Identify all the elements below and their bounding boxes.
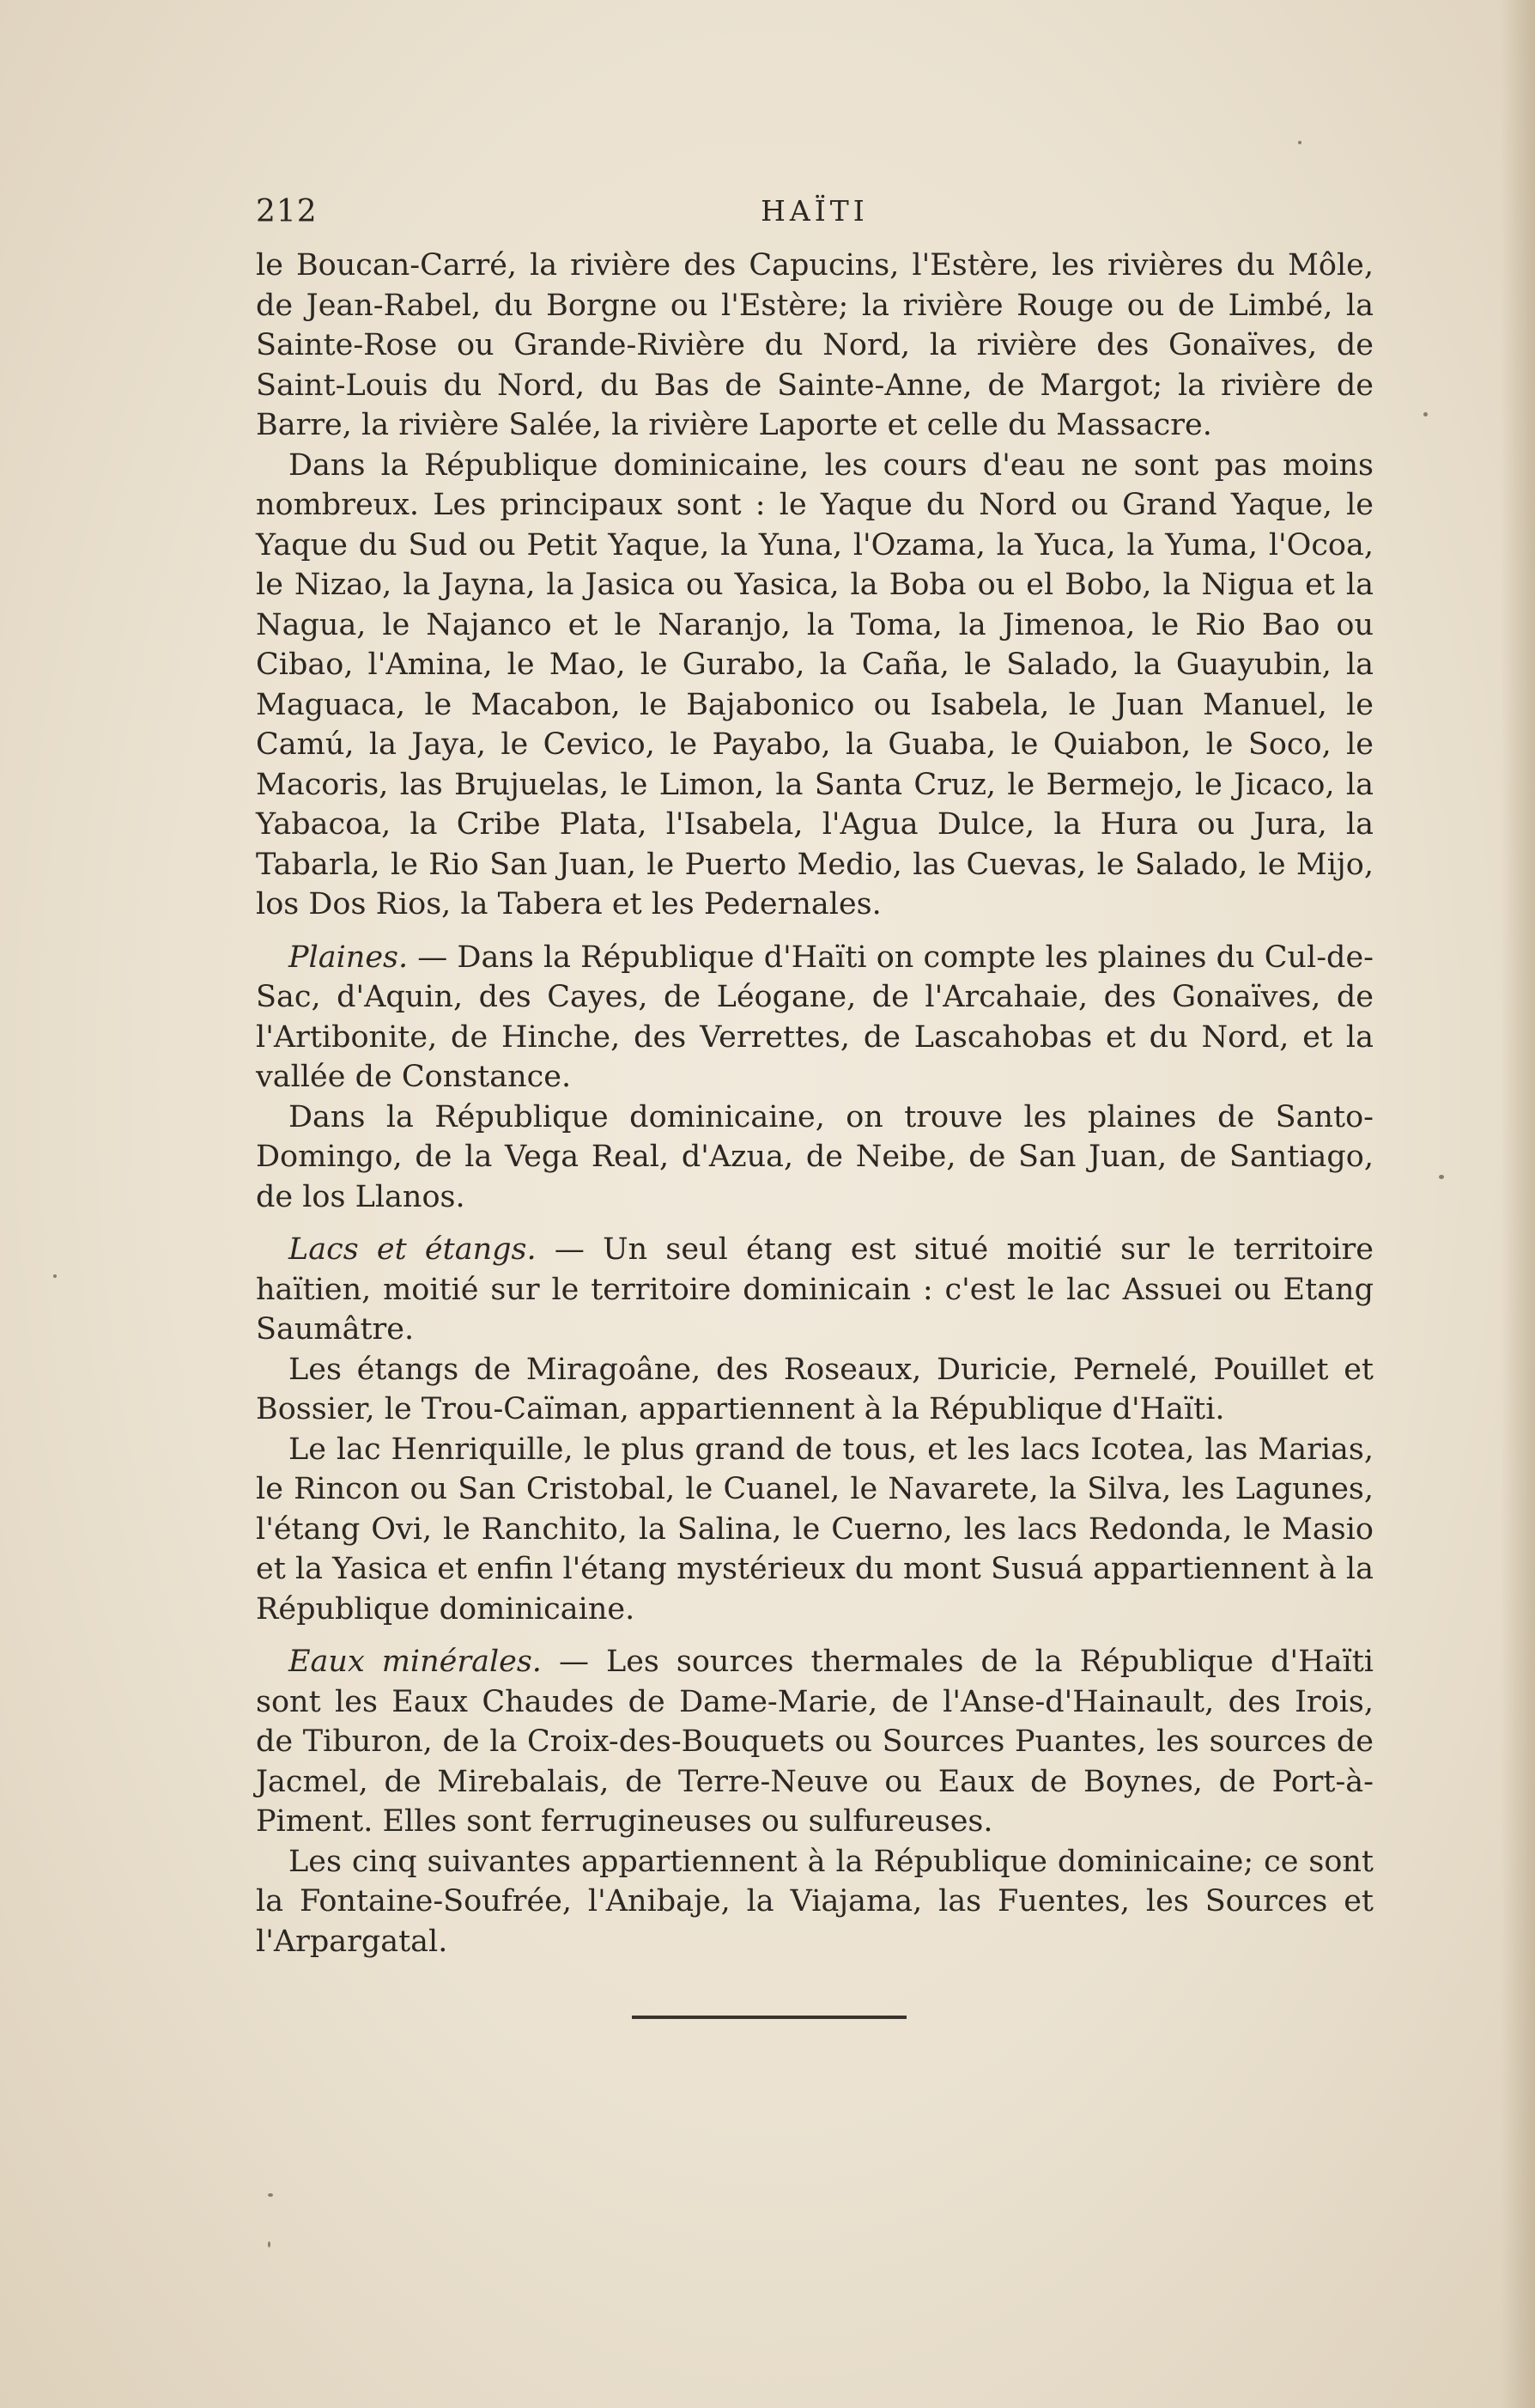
section-plaines xyxy=(256,938,1374,1098)
paragraph-continued xyxy=(256,246,1374,446)
paragraph-text: le Boucan-Carré, la rivière des Capucins, l'Estère, les rivières du Môle, de Jean-Rabel, du Borgne ou l'Estère; la rivière Rouge ou de Limbé, la Sainte-Rose ou Grande-Rivière du Nord, la rivière des Gonaïves, de Saint-Louis du Nord, du Bas de Sainte-Anne, de Margot; la rivière de Barre, la rivière Salée, la rivière Laporte et celle du Massacre. xyxy=(256,248,1374,442)
paper-speck xyxy=(1298,141,1301,144)
paper-speck xyxy=(1439,1175,1444,1179)
section-label: Lacs et étangs. xyxy=(288,1232,537,1267)
paper-speck xyxy=(268,2193,273,2197)
paper-speck xyxy=(268,2241,270,2247)
section-label: Plaines. xyxy=(288,939,409,975)
page-edge-shadow xyxy=(1501,0,1535,2408)
paragraph-text: Dans la République dominicaine, les cours d'eau ne sont pas moins nombreux. Les principaux sont : le Yaque du Nord ou Grand Yaque, le Yaque du Sud ou Petit Yaque, la Yuna, l'Ozama, la Yuca, la Yuma, l'Ocoa, le Nizao, la Jayna, la Jasica ou Yasica, la Boba ou el Bobo, la Nigua et la Nagua, le Najanco et le Naranjo, la Toma, la Jimenoa, le Rio Bao ou Cibao, l'Amina, le Mao, le Gurabo, la Caña, le Salado, la Guayubin, la Maguaca, le Macabon, le Bajabonico ou Isabela, le Juan Manuel, le Camú, la Jaya, le Cevico, le Payabo, la Guaba, le Quiabon, le Soco, le Macoris, las Brujuelas, le Limon, la Santa Cruz, le Bermejo, le Jicaco, la Yabacoa, la Cribe Plata, l'Isabela, l'Agua Dulce, la Hura ou Jura, la Tabarla, le Rio San Juan, le Puerto Medio, las Cuevas, le Salado, le Mijo, los Dos Rios, la Tabera et les Pedernales. xyxy=(256,447,1374,921)
paragraph-text: — Les sources thermales de la République d'Haïti sont les Eaux Chaudes de Dame-Marie, de l'Anse-d'Hainault, des Irois, de Tiburon, de la Croix-des-Bouquets ou Sources Puantes, les sources de Jacmel, de Mirebalais, de Terre-Neuve ou Eaux de Boynes, de Port-à-Piment. Elles sont ferrugineuses ou sulfureuses. xyxy=(256,1645,1374,1839)
paragraph-dominican-plains xyxy=(256,1098,1374,1218)
running-title: HAÏTI xyxy=(761,194,869,228)
section-lacs-etangs xyxy=(256,1230,1374,1350)
paragraph-text: — Un seul étang est situé moitié sur le territoire haïtien, moitié sur le territoire dominicain : c'est le lac Assuei ou Etang Saumâtre. xyxy=(256,1232,1374,1347)
page-header xyxy=(256,191,1374,239)
paragraph-dominican-lakes xyxy=(256,1430,1374,1630)
page-number: 212 xyxy=(256,194,318,229)
paragraph-text: Le lac Henriquille, le plus grand de tous, et les lacs Icotea, las Marias, le Rincon ou San Cristobal, le Cuanel, le Navarete, la Silva, les Lagunes, l'étang Ovi, le Ranchito, la Salina, le Cuerno, les lacs Redonda, le Masio et la Yasica et enfin l'étang mystérieux du mont Susuá appartiennent à la République dominicaine. xyxy=(256,1432,1374,1627)
paragraph-text: Les étangs de Miragoâne, des Roseaux, Duricie, Pernelé, Pouillet et Bossier, le Trou-Caïman, appartiennent à la République d'Haïti. xyxy=(256,1352,1374,1426)
section-eaux-minerales xyxy=(256,1642,1374,1842)
section-label: Eaux minérales. xyxy=(288,1645,542,1679)
paragraph-haiti-ponds xyxy=(256,1350,1374,1430)
paragraph-dominican-springs xyxy=(256,1842,1374,1962)
paper-speck xyxy=(1423,412,1428,417)
paragraph-dominican-rivers xyxy=(256,446,1374,925)
paper-speck xyxy=(53,1274,57,1278)
paragraph-text: Les cinq suivantes appartiennent à la République dominicaine; ce sont la Fontaine-Soufrée, l'Anibaje, la Viajama, las Fuentes, les Sources et l'Arpargatal. xyxy=(256,1844,1374,1959)
body-text xyxy=(256,246,1374,1961)
paragraph-text: — Dans la République d'Haïti on compte les plaines du Cul-de-Sac, d'Aquin, des Cayes, de Léogane, de l'Arcahaie, des Gonaïves, de l'Artibonite, de Hinche, des Verrettes, de Lascahobas et du Nord, et la vallée de Constance. xyxy=(256,939,1374,1094)
end-rule xyxy=(632,2016,907,2019)
paragraph-text: Dans la République dominicaine, on trouve les plaines de Santo-Domingo, de la Vega Real, d'Azua, de Neibe, de San Juan, de Santiago, de los Llanos. xyxy=(256,1099,1374,1214)
